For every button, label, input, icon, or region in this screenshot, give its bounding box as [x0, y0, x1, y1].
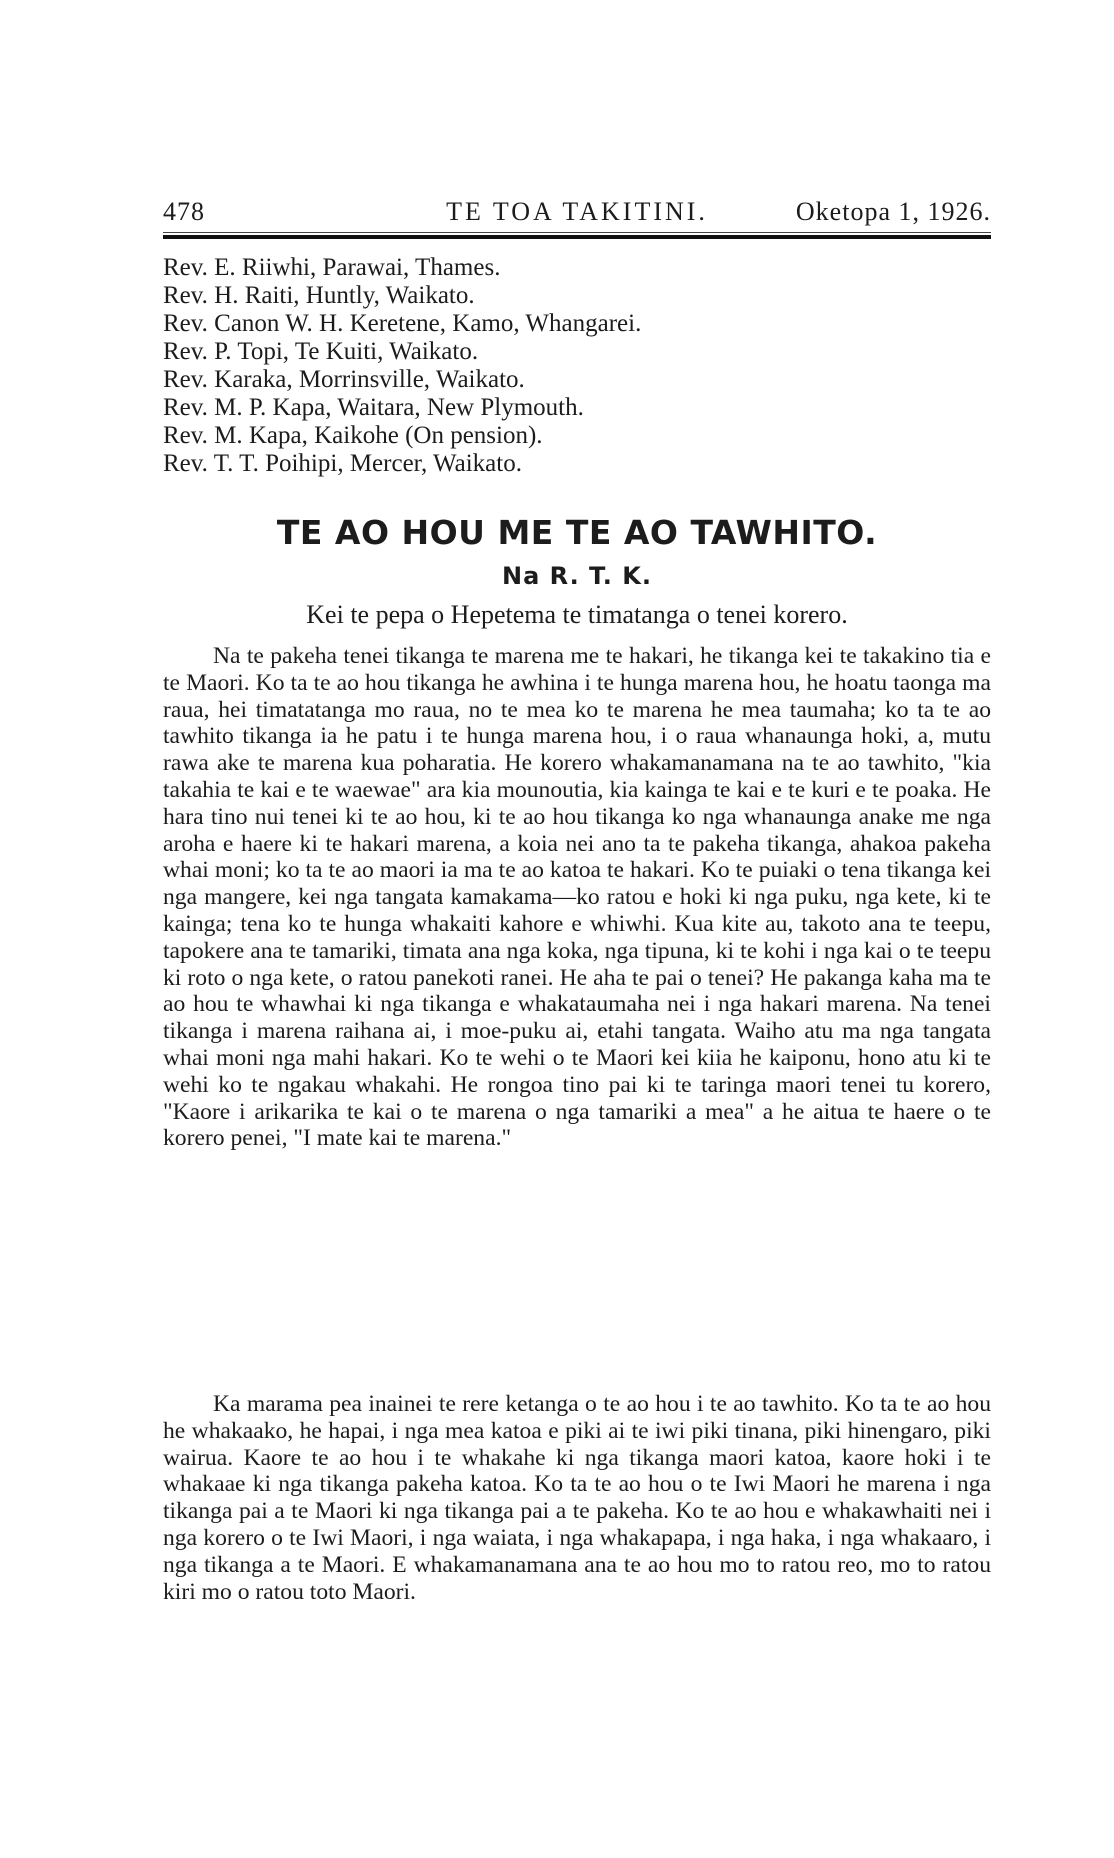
article-source-note: Kei te pepa o Hepetema te timatanga o tenei korero. — [306, 600, 848, 629]
clergy-entry: Rev. H. Raiti, Huntly, Waikato. — [163, 282, 475, 309]
clergy-entry: Rev. E. Riiwhi, Parawai, Thames. — [163, 254, 501, 281]
clergy-entry: Rev. M. P. Kapa, Waitara, New Plymouth. — [163, 394, 584, 421]
clergy-entry: Rev. P. Topi, Te Kuiti, Waikato. — [163, 338, 479, 365]
journal-title: TE TOA TAKITINI. — [446, 197, 708, 226]
clergy-entry: Rev. Karaka, Morrinsville, Waikato. — [163, 366, 525, 393]
clergy-entry: Rev. Canon W. H. Keretene, Kamo, Whangarei. — [163, 310, 642, 337]
clergy-entry: Rev. T. T. Poihipi, Mercer, Waikato. — [163, 450, 522, 477]
clergy-list — [163, 254, 991, 478]
article-title: TE AO HOU ME TE AO TAWHITO. — [276, 513, 878, 552]
issue-date: Oketopa 1, 1926. — [795, 197, 991, 226]
header-rule-thick — [163, 235, 991, 239]
header-rule-thin — [163, 232, 991, 233]
page-number: 478 — [163, 197, 205, 226]
clergy-entry: Rev. M. Kapa, Kaikohe (On pension). — [163, 422, 543, 449]
article-paragraph: Na te pakeha tenei tikanga te marena me te hakari, he tikanga kei te takakino tia e te Maori. Ko ta te ao hou tikanga he awhina i te hunga marena hou, he hoatu taonga ma raua, hei timatatanga mo raua, no te mea ko te marena he mea taumaha; ko ta te ao tawhito tikanga ia he patu i te hunga marena hou, i o raua whanaunga hoki, a, mutu rawa ake te marena kua poharatia. He korero whakamanamana na te ao tawhito, "kia takahia te kai e te waewae" ara kia mounoutia, kia kainga te kai e te kuri e te poaka. He hara tino nui tenei ki te ao hou, ki te ao hou tikanga ko nga whanaunga anake me nga aroha e haere ki te hakari marena, a koia nei ano ta te pakeha tikanga, ahakoa pakeha whai moni; ko ta te ao maori ia ma te ao katoa te hakari. Ko te puiaki o tena tikanga kei nga mangere, kei nga tangata kamakama—ko ratou e hoki ki nga puku, nga kete, ki te kainga; tena ko te hunga whakaiti kahore e whiwhi. Kua kite au, takoto ana te teepu, tapokere ana te tamariki, timata ana nga koka, nga tipuna, ki te kohi i nga kai o te teepu ki roto o nga kete, o ratou panekoti ranei. He aha te pai o tenei? He pakanga kaha ma te ao hou te whawhai ki nga tikanga e whakataumaha nei i nga hakari marena. Na tenei tikanga i marena raihana ai, i moe-puku ai, etahi tangata. Waiho atu ma nga tangata whai moni nga mahi hakari. Ko te wehi o te Maori kei kiia he kaiponu, hono atu ki te wehi ko te ngakau whakahi. He rongoa tino pai ki te taringa maori tenei tu korero, "Kaore i arikarika te kai o te marena o nga tamariki a mea" a he aitua te haere o te korero penei, "I mate kai te marena." — [163, 643, 991, 1152]
article-byline: Na R. T. K. — [502, 562, 652, 590]
page-header — [163, 197, 991, 231]
article-paragraph: Ka marama pea inainei te rere ketanga o te ao hou i te ao tawhito. Ko ta te ao hou he whakaako, he hapai, i nga mea katoa e piki ai te iwi piki tinana, piki hinengaro, piki wairua. Kaore te ao hou i te whakahe ki nga tikanga maori katoa, kaore hoki i te whakaae ki nga tikanga pakeha katoa. Ko ta te ao hou o te Iwi Maori he marena i nga tikanga pai a te Maori ki nga tikanga pai a te pakeha. Ko te ao hou e whakawhaiti nei i nga korero o te Iwi Maori, i nga waiata, i nga whakapapa, i nga haka, i nga whakaaro, i nga tikanga a te Maori. E whakamanamana ana te ao hou mo to ratou reo, mo to ratou kiri mo o ratou toto Maori. — [163, 1391, 991, 1605]
